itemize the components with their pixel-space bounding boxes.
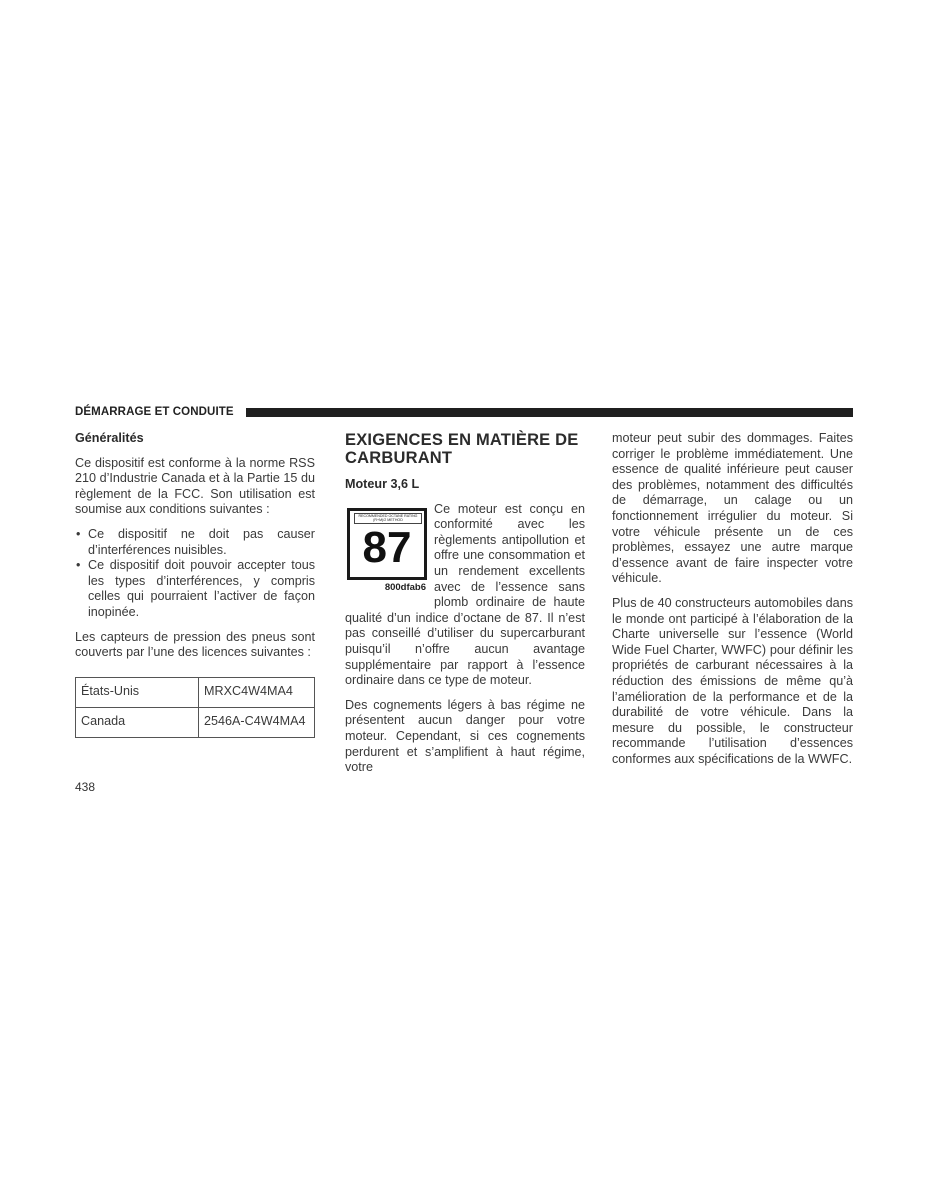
table-row <box>76 707 315 737</box>
table-row <box>76 677 315 707</box>
section-header-title: DÉMARRAGE ET CONDUITE <box>75 406 234 418</box>
license-country: États-Unis <box>76 677 199 707</box>
column-right <box>612 431 853 776</box>
octane-label-small-text: RECOMMENDED OCTANE RATING (R+M)/2 METHOD <box>354 513 422 524</box>
conditions-list <box>75 527 315 621</box>
sensors-paragraph: Les capteurs de pression des pneus sont couverts par l’une des licences suivantes : <box>75 629 315 660</box>
column-left <box>75 431 315 738</box>
license-code: 2546A-C4W4MA4 <box>199 707 315 737</box>
figure-caption: 800dfab6 <box>384 581 426 593</box>
license-table <box>75 677 315 738</box>
section-header-bar <box>246 408 853 417</box>
engine-section <box>345 502 585 689</box>
column-middle <box>345 431 585 785</box>
octane-label-box <box>347 508 427 580</box>
octane-label-figure <box>345 506 427 602</box>
engine-subheading: Moteur 3,6 L <box>345 477 420 491</box>
page-number: 438 <box>75 780 96 794</box>
fuel-requirements-title: EXIGENCES EN MATIÈRE DE CARBURANT <box>345 431 579 467</box>
octane-number: 87 <box>362 522 412 572</box>
wwfc-paragraph: Plus de 40 constructeurs automobiles dans le monde ont participé à l’élaboration de la Charte universelle sur l’essence (World Wide Fuel Charter, WWFC) pour définir les propriétés de carburant nécessaires à la réduction des émissions de même qu’à l’amélioration de la performance et de la durabilité de votre véhicule. Dans la mesure du possible, le constructeur recommande l’utilisation d’essences conformes aux spécifications de la WWFC. <box>612 595 853 766</box>
damage-paragraph: moteur peut subir des dommages. Faites corriger le problème immédiatement. Une essence de qualité inférieure peut causer des problèmes, notamment des difficultés de démarrage, un calage ou un fonctionnement irrégulier du moteur. Si votre véhicule présente un de ces problèmes, essayez une autre marque d’essence avant de faire inspecter votre véhicule. <box>612 431 853 586</box>
generalites-heading: Généralités <box>75 431 144 445</box>
knock-paragraph: Des cognements légers à bas régime ne présentent aucun danger pour votre moteur. Cependant, si ces cognements perdurent et s’amplifient à haut régime, votre <box>345 697 585 775</box>
engine-paragraph: Ce moteur est conçu en conformité avec les règlements antipollution et offre une consommation et un rendement excellents avec de l’essence sans plomb ordinaire de haute qualité d’un indice d’octane de 87. Il n’est pas conseillé d’utiliser du supercarburant puisqu’il n’offre aucun avantage supplémentaire par rapport à l’essence ordinaire dans ce type de moteur. <box>345 501 585 688</box>
license-code: MRXC4W4MA4 <box>199 677 315 707</box>
condition-item: • Ce dispositif doit pouvoir accepter tous les types d’interférences, y compris celles qui pourraient l’activer de façon inopinée. <box>75 558 315 620</box>
condition-item: • Ce dispositif ne doit pas causer d’interférences nuisibles. <box>75 527 315 558</box>
compliance-paragraph: Ce dispositif est conforme à la norme RSS 210 d’Industrie Canada et à la Partie 15 du règlement de la FCC. Son utilisation est soumise aux conditions suivantes : <box>75 455 315 517</box>
license-country: Canada <box>76 707 199 737</box>
